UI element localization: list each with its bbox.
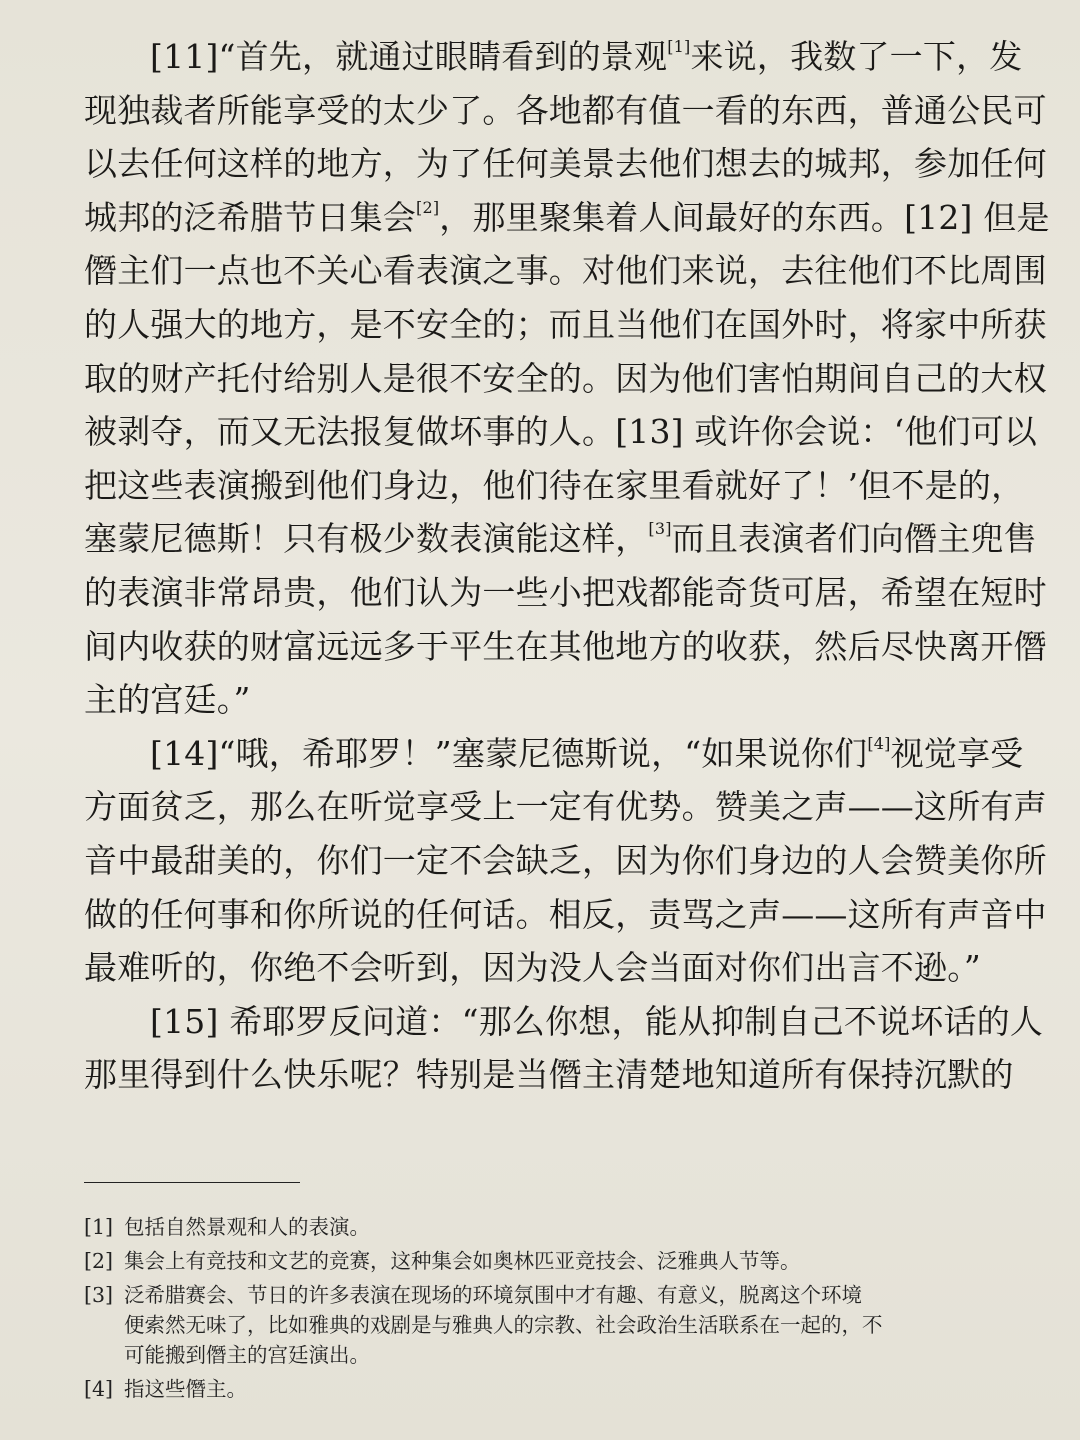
text-run: 做的任何事和你所说的任何话。相反，责骂之声——这所有声音中: [84, 894, 1047, 934]
text-run: 取的财产托付给别人是很不安全的。因为他们害怕期间自己的大权: [84, 358, 1047, 398]
footnote-ref[interactable]: [2]: [416, 197, 440, 217]
footnote-ref[interactable]: [1]: [667, 37, 691, 56]
text-run: 的人强大的地方，是不安全的；而且当他们在国外时，将家中所获: [84, 304, 1047, 344]
footnote-mark: [4]: [84, 1377, 114, 1401]
text-line: [84, 84, 1047, 138]
text-run: 视觉享受: [890, 733, 1024, 773]
footnote-line: 包括自然景观和人的表演。: [124, 1215, 370, 1239]
footnote-divider: [84, 1182, 300, 1183]
text-line: [84, 191, 1050, 245]
text-line: [84, 1048, 1014, 1102]
footnote-line: 泛希腊赛会、节日的许多表演在现场的环境氛围中才有趣、有意义，脱离这个环境: [124, 1283, 862, 1307]
text-run: 僭主们一点也不关心看表演之事。对他们来说，去往他们不比周围: [84, 251, 1047, 291]
text-line: [84, 995, 1044, 1049]
body-text: [84, 30, 1050, 1102]
text-run: 把这些表演搬到他们身边，他们待在家里看就好了！’但不是的，: [84, 465, 1025, 505]
text-line: [84, 727, 1024, 781]
text-run: 而且表演者们向僭主兜售: [671, 519, 1037, 559]
text-run: 主的宫廷。”: [84, 680, 251, 720]
footnote-item: [84, 1212, 974, 1242]
text-run: ，那里聚集着人间最好的东西。[12] 但是: [439, 197, 1050, 237]
footnote-ref[interactable]: [3]: [648, 519, 672, 539]
book-page: [84, 30, 1050, 1102]
text-run: 塞蒙尼德斯！只有极少数表演能这样，: [84, 519, 649, 559]
text-line: [84, 512, 1037, 566]
text-run: 间内收获的财富远远多于平生在其他地方的收获，然后尽快离开僭: [84, 626, 1047, 666]
footnote-text: [124, 1374, 974, 1404]
text-run: 以去任何这样的地方，为了任何美景去他们想去的城邦，参加任何: [84, 144, 1047, 184]
footnote-text: [124, 1280, 974, 1370]
text-line: [84, 352, 1047, 406]
footnotes: [84, 1212, 974, 1408]
text-line: [84, 566, 1047, 620]
text-run: 最难听的，你绝不会听到，因为没人会当面对你们出言不逊。”: [84, 948, 981, 988]
footnote-mark: [2]: [84, 1249, 114, 1273]
footnote-line: 可能搬到僭主的宫廷演出。: [124, 1343, 370, 1367]
text-line: [84, 941, 981, 995]
text-run: 被剥夺，而又无法报复做坏事的人。[13] 或许你会说：‘他们可以: [84, 412, 1038, 452]
footnote-item: [84, 1246, 974, 1276]
text-run: [11]“首先，就通过眼睛看到的景观: [150, 37, 668, 76]
text-line: [84, 834, 1047, 888]
footnote-mark: [1]: [84, 1215, 114, 1239]
text-line: [84, 620, 1047, 674]
text-run: [15] 希耶罗反问道：“那么你想，能从抑制自己不说坏话的人: [150, 1001, 1044, 1041]
text-run: 的表演非常昂贵，他们认为一些小把戏都能奇货可居，希望在短时: [84, 572, 1047, 612]
text-line: [84, 780, 1047, 834]
text-line: [84, 298, 1047, 352]
paragraph-p14: [84, 727, 1047, 995]
footnote-line: 集会上有竞技和文艺的竞赛，这种集会如奥林匹亚竞技会、泛雅典人节等。: [124, 1249, 801, 1273]
footnote-item: [84, 1374, 974, 1404]
text-run: 方面贫乏，那么在听觉享受上一定有优势。赞美之声——这所有声: [84, 787, 1047, 827]
footnote-item: [84, 1280, 974, 1370]
text-run: 来说，我数了一下，发: [690, 37, 1023, 76]
text-run: 那里得到什么快乐呢？特别是当僭主清楚地知道所有保持沉默的: [84, 1055, 1014, 1095]
text-run: 现独裁者所能享受的太少了。各地都有值一看的东西，普通公民可: [84, 90, 1047, 130]
footnote-text: [124, 1246, 974, 1276]
paragraph-p11: [84, 30, 1050, 727]
text-line: [84, 459, 1025, 513]
text-run: 音中最甜美的，你们一定不会缺乏，因为你们身边的人会赞美你所: [84, 840, 1047, 880]
footnote-mark: [3]: [84, 1283, 114, 1307]
text-run: 城邦的泛希腊节日集会: [84, 197, 416, 237]
text-line: [84, 244, 1047, 298]
text-line: [84, 405, 1038, 459]
text-line: [84, 888, 1047, 942]
text-line: [84, 137, 1047, 191]
text-run: [14]“哦，希耶罗！”塞蒙尼德斯说，“如果说你们: [150, 733, 868, 773]
text-line: [84, 30, 1023, 84]
footnote-line: 便索然无味了，比如雅典的戏剧是与雅典人的宗教、社会政治生活联系在一起的，不: [124, 1313, 883, 1337]
footnote-ref[interactable]: [4]: [867, 733, 891, 753]
paragraph-p15: [84, 995, 1044, 1102]
text-line: [84, 673, 964, 727]
footnote-line: 指这些僭主。: [124, 1377, 247, 1401]
footnote-text: [124, 1212, 974, 1242]
